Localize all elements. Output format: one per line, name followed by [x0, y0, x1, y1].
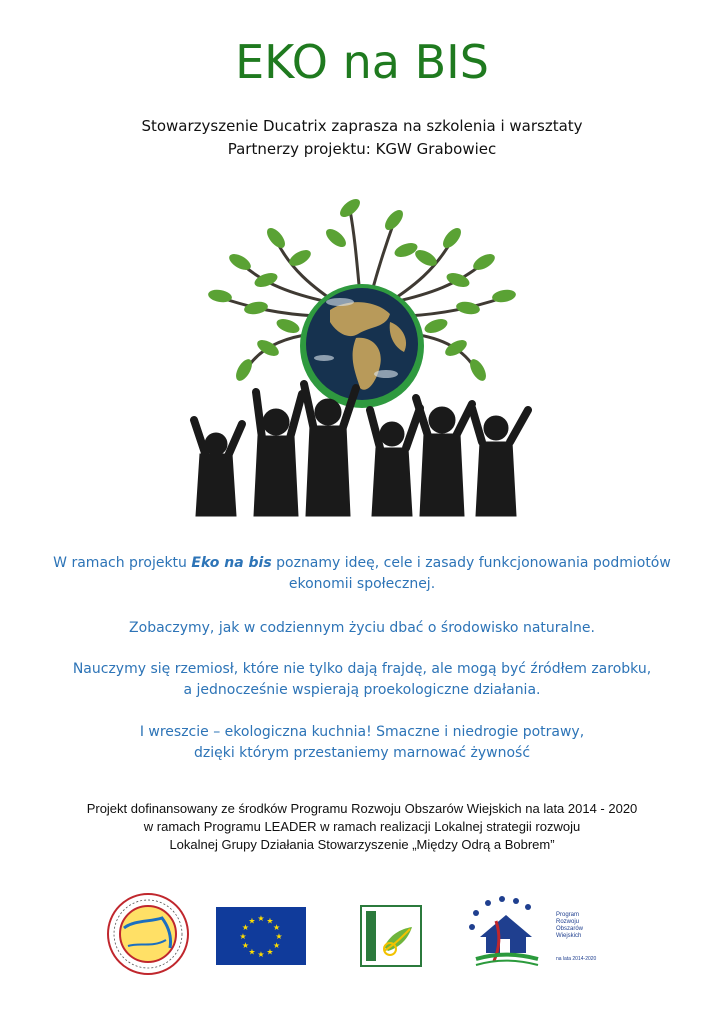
prow-name — [556, 912, 616, 940]
intro-text-start: W ramach projektu — [53, 555, 192, 571]
funding-line-1: Projekt dofinansowany ze środków Programu Rozwoju Obszarów Wiejskich na lata 2014 - 2020 — [86, 801, 638, 816]
partners-line: Partnerzy projektu: KGW Grabowiec — [227, 140, 497, 158]
poster-title: EKO na BIS — [235, 35, 489, 89]
crafts-paragraph — [40, 659, 684, 701]
lgd-logo — [106, 892, 190, 976]
leader-logo — [360, 905, 422, 967]
eu-star-icon: ★ — [273, 941, 281, 950]
tree-globe-children-illustration — [180, 198, 544, 520]
crafts-line2: a jednocześnie wspierają proekologiczne działania. — [183, 682, 541, 698]
intro-text-line2: ekonomii społecznej. — [288, 576, 436, 592]
eu-star-icon: ★ — [241, 923, 249, 932]
kitchen-line2: dzięki którym przestaniemy marnować żywność — [193, 745, 531, 761]
eu-star-icon: ★ — [266, 916, 274, 926]
eu-star-icon: ★ — [248, 916, 256, 926]
project-name-highlight: Eko na bis — [191, 555, 272, 571]
prow-name-line-2: Rozwoju — [556, 919, 580, 925]
environment-paragraph: Zobaczymy, jak w codziennym życiu dbać o środowisko naturalne. — [129, 620, 595, 636]
funding-line-3: Lokalnej Grupy Działania Stowarzyszenie „Między Odrą a Bobrem” — [169, 837, 555, 852]
eu-star-icon: ★ — [273, 923, 281, 932]
intro-text-end: poznamy ideę, cele i zasady funkcjonowania podmiotów — [271, 555, 671, 571]
eu-star-icon: ★ — [257, 914, 265, 923]
crafts-line1: Nauczymy się rzemiosł, które nie tylko dają frajdę, ale mogą być źródłem zarobku, — [72, 661, 652, 677]
eu-star-icon: ★ — [248, 947, 256, 957]
kitchen-line1: I wreszcie – ekologiczna kuchnia! Smaczne i niedrogie potrawy, — [139, 724, 585, 740]
eu-star-icon: ★ — [266, 947, 274, 957]
eu-star-icon: ★ — [257, 950, 265, 959]
kitchen-paragraph — [40, 722, 684, 764]
organizer-line: Stowarzyszenie Ducatrix zaprasza na szkolenia i warsztaty — [141, 117, 583, 135]
eu-flag — [216, 907, 306, 965]
funding-line-2: w ramach Programu LEADER w ramach realizacji Lokalnej strategii rozwoju — [143, 819, 581, 834]
eu-star-icon: ★ — [239, 932, 247, 941]
prow-name-line-1: Program — [556, 912, 580, 918]
eu-star-icon: ★ — [275, 932, 283, 941]
eu-star-icon: ★ — [241, 941, 249, 950]
prow-years: na lata 2014-2020 — [556, 956, 597, 962]
prow-name-line-4: Wiejskich — [556, 933, 582, 939]
prow-name-line-3: Obszarów — [556, 926, 584, 932]
intro-paragraph — [40, 553, 684, 595]
